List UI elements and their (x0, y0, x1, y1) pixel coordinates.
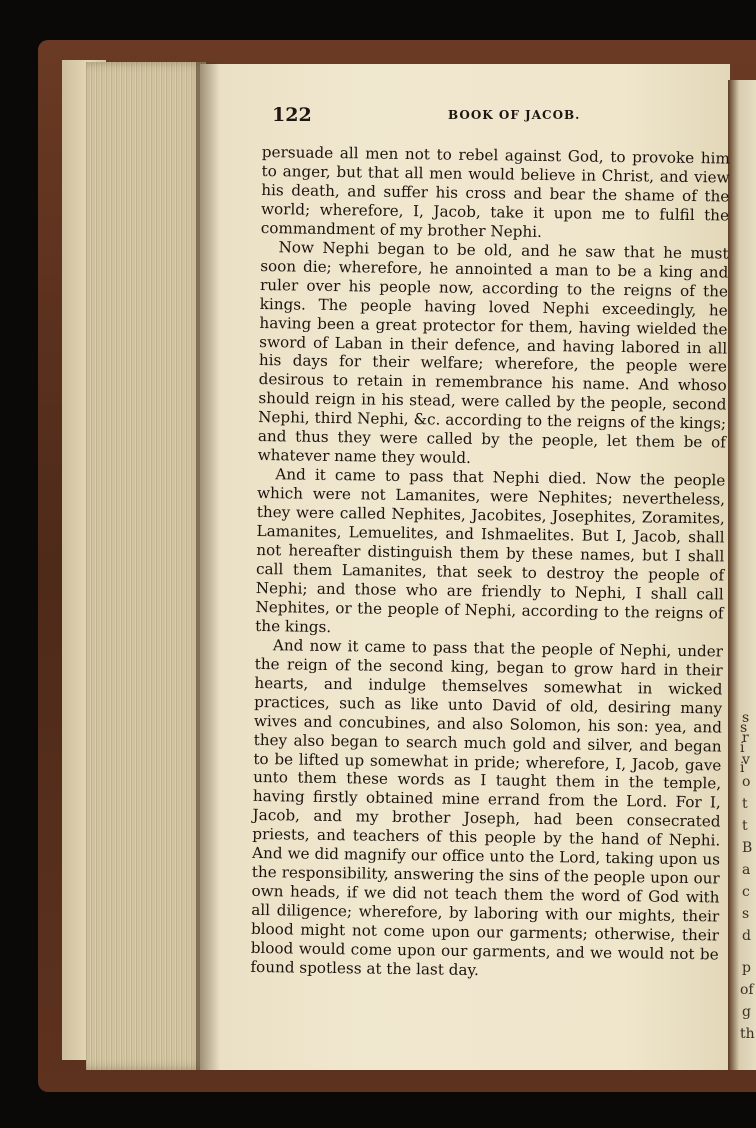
next-page-fragment: t (742, 796, 748, 812)
next-page-fragment: p (742, 960, 751, 976)
paragraph: Now Nephi began to be old, and he saw that he must soon die; wherefore, he annointed a man to be a king and ruler over his people now, according to the reigns of the kings. The people having loved Nephi exceedingly, he having been a great protector for them, having wielded the sword of Laban in their defence, and having labored in all his days for their welfare; wherefore, the people were desirous to retain in remembrance his name. And whoso should reign in his stead, were called by the people, second Nephi, third Nephi, &c. according to the reigns of the kings; and thus they were called by the people, let them be of whatever name they would. (257, 238, 729, 468)
next-page-fragment: a (742, 862, 751, 878)
page-number: 122 (272, 104, 312, 126)
next-page-fragment: th (740, 1026, 755, 1042)
next-page-fragment: i (740, 740, 745, 756)
next-page-fragment: s (742, 710, 750, 726)
spine-shadow (196, 62, 220, 1070)
paragraph: persuade all men not to rebel against God, to provoke him to anger, but that all men would believe in Christ, and view his death, and suffer his cross and bear the shame of the world; wherefore, I, Jacob, take it upon me to fulfil the commandment of my brother Nephi. (260, 143, 730, 241)
next-page-fragment: of (740, 982, 754, 998)
next-page-fragment: s (742, 906, 750, 922)
next-page-fragment: i (740, 760, 745, 776)
page-stack-edge (86, 62, 206, 1070)
next-page-fragment: v (742, 752, 750, 768)
next-page-fragment: c (742, 884, 750, 900)
next-page-fragment: s (740, 720, 748, 736)
next-page-fragment: t (742, 818, 748, 834)
body-text (250, 143, 730, 983)
paragraph: And now it came to pass that the people of Nephi, under the reign of the second king, began to grow hard in their hearts, and indulge themselves somewhat in wicked practices, such as like unto David of old, desiring many wives and concubines, and also Solomon, his son: yea, and they also began to search much gold and silver, and began to be lifted up somewhat in pride; wherefore, I, Jacob, gave unto them these words as I taught them in the temple, having firstly obtained mine errand from the Lord. For I, Jacob, and my brother Joseph, had been consecrated priests, and teachers of this people by the hand of Nephi. And we did magnify our office unto the Lord, taking upon us the responsibility, answering the sins of the people upon our own heads, if we did not teach them the word of God with all diligence; wherefore, by laboring with our mights, their blood might not come upon our garments; otherwise, their blood would come upon our garments, and we would not be found spotless at the last day. (250, 635, 724, 980)
next-page-fragment: o (742, 774, 751, 790)
next-page-edge (728, 80, 756, 1070)
next-page-fragment: d (742, 928, 751, 944)
running-head: BOOK OF JACOB. (448, 108, 581, 122)
next-page-fragment: B (742, 840, 753, 856)
next-page-fragment: g (742, 1004, 751, 1020)
paragraph: And it came to pass that Nephi died. Now the people which were not Lamanites, were Nephites; nevertheless, they were called Nephites, Jacobites, Josephites, Zoramites, Lamanites, Lemuelites, and Ishmaelites. But I, Jacob, shall not hereafter distinguish them by these names, but I shall call them Lamanites, that seek to destroy the people of Nephi; and those who are friendly to Nephi, I shall call Nephites, or the people of Nephi, according to the reigns of the kings. (255, 465, 726, 636)
page-header (272, 104, 732, 128)
next-page-fragment: r (742, 730, 749, 746)
